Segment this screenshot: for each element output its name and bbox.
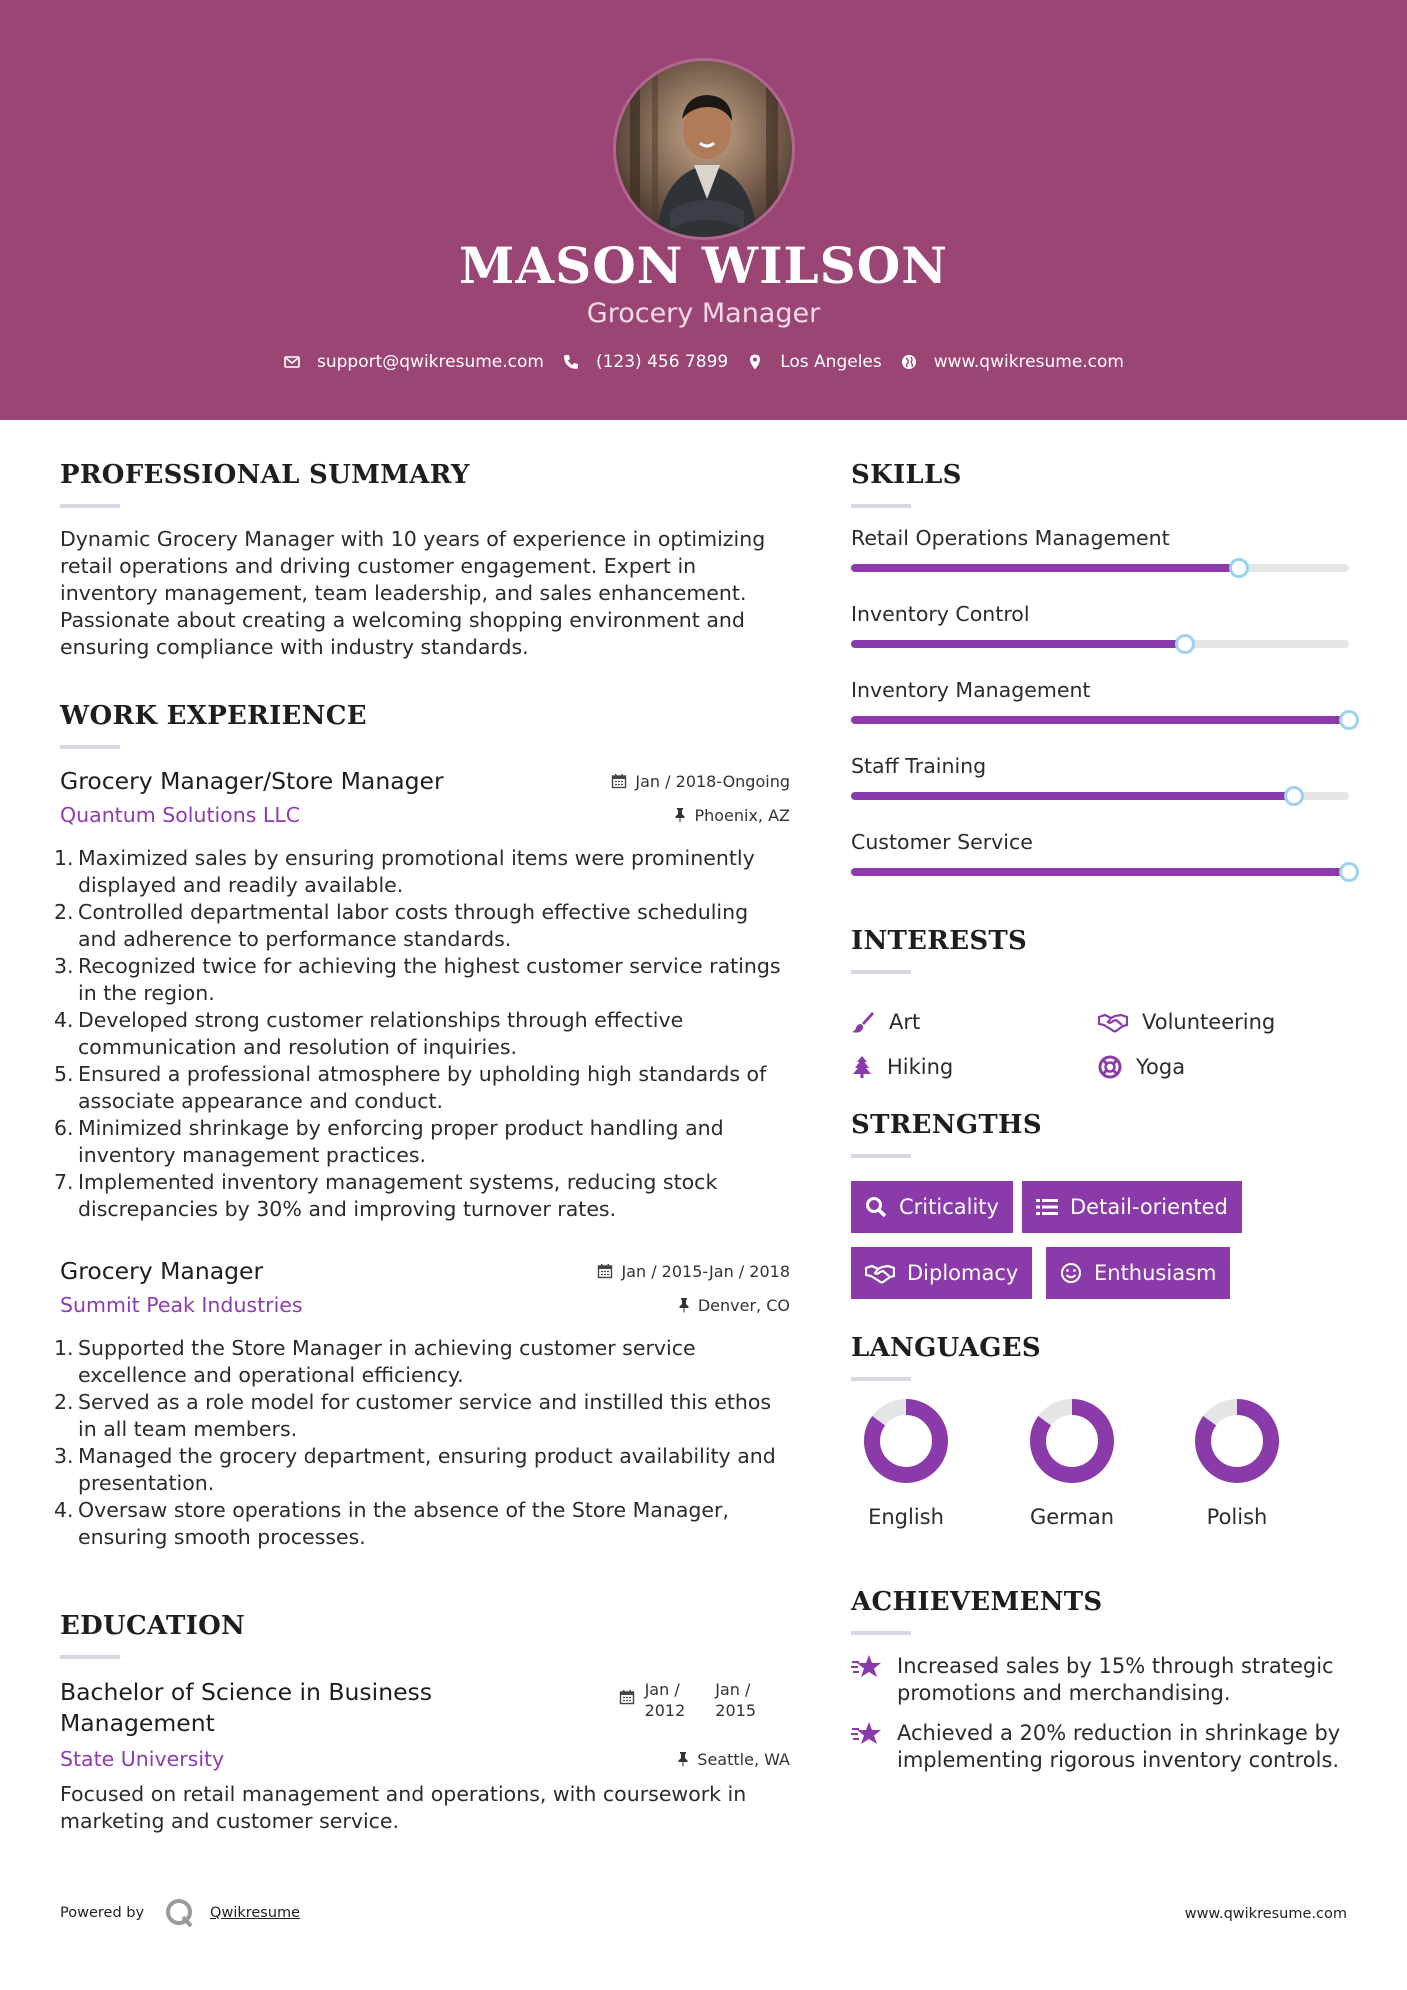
section-divider (60, 1655, 120, 1659)
section-divider (851, 1631, 911, 1635)
summary-section (60, 460, 790, 661)
interest-label: Hiking (887, 1055, 954, 1079)
contact-website[interactable] (900, 352, 1124, 372)
smile-icon (1060, 1262, 1082, 1284)
achievements-title: ACHIEVEMENTS (851, 1587, 1103, 1617)
skills-section (851, 460, 1351, 876)
duty-item: Controlled departmental labor costs through effective scheduling and adherence to performance standards. (78, 900, 749, 951)
pushpin-icon (677, 1751, 689, 1767)
email-text: support@qwikresume.com (317, 352, 544, 372)
language-donut (1030, 1399, 1114, 1483)
skill-item (851, 526, 1351, 572)
date-end-year: 2015 (715, 1701, 756, 1720)
star-award-icon (851, 1653, 883, 1681)
duties-list (60, 845, 790, 1223)
interest-label: Art (889, 1010, 921, 1034)
calendar-icon (597, 1263, 613, 1279)
website-text: www.qwikresume.com (933, 352, 1124, 372)
achievement-text: Achieved a 20% reduction in shrinkage by implementing rigorous inventory controls. (897, 1721, 1341, 1772)
skill-bar-fill (851, 716, 1349, 724)
job-entry (60, 767, 790, 1223)
pushpin-icon (678, 1297, 690, 1313)
duty-item: Managed the grocery department, ensuring product availability and presentation. (78, 1444, 776, 1495)
language-donut (864, 1399, 948, 1483)
footer-website[interactable]: www.qwikresume.com (1184, 1906, 1347, 1922)
duty-item: Recognized twice for achieving the highest customer service ratings in the region. (78, 954, 781, 1005)
section-divider (851, 504, 911, 508)
skill-label: Inventory Control (851, 602, 1030, 626)
right-column (851, 460, 1351, 1772)
handshake-icon (1098, 1011, 1128, 1033)
star-award-icon (851, 1720, 883, 1748)
pushpin-icon (674, 807, 686, 823)
avatar (613, 58, 795, 240)
language-donut (1195, 1399, 1279, 1483)
calendar-icon (611, 773, 627, 789)
skill-item (851, 678, 1351, 724)
skill-level-knob (1284, 786, 1304, 806)
section-divider (851, 970, 911, 974)
duty-item: Supported the Store Manager in achieving customer service excellence and operational efficiency. (78, 1336, 696, 1387)
contact-location (746, 352, 882, 372)
header-banner (0, 0, 1407, 420)
achievement-item (851, 1720, 1351, 1774)
globe-icon (900, 353, 918, 371)
degree-line: Management (60, 1709, 215, 1737)
strength-tag (1046, 1247, 1230, 1299)
skill-level-knob (1339, 862, 1359, 882)
school-location (677, 1750, 790, 1769)
map-pin-icon (746, 353, 764, 371)
interest-art (851, 1010, 920, 1034)
duty-item: Ensured a professional atmosphere by upholding high standards of associate appearance and conduct. (78, 1062, 767, 1113)
job-date (597, 1262, 790, 1281)
date-start: Jan / (644, 1680, 680, 1699)
strengths-title: STRENGTHS (851, 1110, 1042, 1140)
powered-by-text: Powered by (60, 1905, 145, 1921)
summary-text: Dynamic Grocery Manager with 10 years of experience in optimizing retail operations and driving customer engagement. Expert in inventory management, team leadership, and sales enhancement. Passionate about creating a welcoming shopping environment and ensuring compliance with industry standards. (60, 527, 766, 659)
qwikresume-logo-icon (164, 1898, 196, 1928)
strengths-section (851, 1110, 1351, 1330)
duty-item: Oversaw store operations in the absence of the Store Manager, ensuring smooth processes. (78, 1498, 729, 1549)
skill-bar (851, 868, 1349, 876)
duty-item: Implemented inventory management systems, reducing stock discrepancies by 30% and improving turnover rates. (78, 1170, 718, 1221)
school-location-text: Seattle, WA (697, 1749, 790, 1769)
languages-section (851, 1333, 1351, 1553)
interest-label: Yoga (1136, 1055, 1186, 1079)
achievements-section (851, 1587, 1351, 1787)
education-text: Focused on retail management and operations, with coursework in marketing and customer service. (60, 1782, 747, 1833)
skill-item (851, 830, 1351, 876)
achievement-text: Increased sales by 15% through strategic promotions and merchandising. (897, 1654, 1334, 1705)
search-icon (865, 1196, 887, 1218)
job-location (674, 806, 790, 825)
footer-powered-by (60, 1898, 300, 1928)
job-location-text: Denver, CO (697, 1295, 790, 1315)
lifering-icon (1098, 1055, 1122, 1079)
skills-title: SKILLS (851, 460, 962, 490)
interest-label: Volunteering (1142, 1010, 1276, 1034)
experience-section (60, 701, 790, 1551)
phone-icon (562, 353, 580, 371)
date-start-year: 2012 (644, 1701, 686, 1720)
duty-item: Developed strong customer relationships through effective communication and resolution of inquiries. (78, 1008, 684, 1059)
language-label: German (1029, 1505, 1115, 1529)
skill-bar (851, 564, 1349, 572)
duty-item: Maximized sales by ensuring promotional items were prominently displayed and readily available. (78, 846, 755, 897)
job-date (611, 772, 790, 791)
skill-label: Retail Operations Management (851, 526, 1170, 550)
contact-email[interactable] (283, 352, 544, 372)
skills-list (851, 526, 1351, 876)
job-location-text: Phoenix, AZ (694, 805, 790, 825)
language-item (1017, 1399, 1127, 1529)
candidate-role: Grocery Manager (586, 298, 821, 329)
education-title: EDUCATION (60, 1611, 246, 1641)
list-icon (1036, 1197, 1058, 1217)
duties-list (60, 1335, 790, 1551)
skill-bar-fill (851, 564, 1239, 572)
strength-tag (1022, 1181, 1242, 1233)
interest-volunteering (1098, 1010, 1275, 1034)
job-date-text: Jan / 2015-Jan / 2018 (621, 1261, 790, 1281)
language-label: English (868, 1505, 944, 1529)
strength-label: Criticality (899, 1195, 999, 1219)
strength-label: Detail-oriented (1070, 1195, 1228, 1219)
experience-title: WORK EXPERIENCE (60, 701, 367, 731)
contact-phone[interactable] (562, 352, 728, 372)
skill-bar-fill (851, 640, 1185, 648)
strength-tag (851, 1247, 1032, 1299)
degree-line: Bachelor of Science in Business (60, 1678, 433, 1706)
job-title: Grocery Manager/Store Manager (60, 767, 444, 795)
duty-item: Minimized shrinkage by enforcing proper product handling and inventory management practices. (78, 1116, 724, 1167)
school-name: State University (60, 1747, 225, 1771)
job-title: Grocery Manager (60, 1257, 264, 1285)
language-item (851, 1399, 961, 1529)
education-section (60, 1611, 790, 1835)
section-divider (60, 504, 120, 508)
job-entry (60, 1257, 790, 1551)
skill-label: Staff Training (851, 754, 987, 778)
skill-level-knob (1175, 634, 1195, 654)
skill-label: Inventory Management (851, 678, 1091, 702)
strength-tag (851, 1181, 1013, 1233)
skill-bar-fill (851, 792, 1294, 800)
summary-title: PROFESSIONAL SUMMARY (60, 460, 470, 490)
company-name: Summit Peak Industries (60, 1293, 303, 1317)
duty-item: Served as a role model for customer service and instilled this ethos in all team members. (78, 1390, 772, 1441)
left-column (60, 460, 790, 1835)
job-location (678, 1296, 790, 1315)
strength-label: Enthusiasm (1094, 1261, 1217, 1285)
candidate-name: MASON WILSON (459, 236, 948, 295)
contact-bar (0, 352, 1407, 372)
skill-label: Customer Service (851, 830, 1033, 854)
skill-bar (851, 792, 1349, 800)
education-date (619, 1679, 756, 1739)
date-end: Jan / (715, 1680, 751, 1699)
tree-icon (851, 1055, 873, 1079)
company-name: Quantum Solutions LLC (60, 803, 301, 827)
degree-title (60, 1677, 432, 1739)
location-text: Los Angeles (780, 352, 882, 372)
interests-section (851, 926, 1351, 1079)
interest-yoga (1098, 1055, 1185, 1079)
skill-item (851, 602, 1351, 648)
job-date-text: Jan / 2018-Ongoing (635, 771, 790, 791)
skill-bar-fill (851, 868, 1349, 876)
skill-bar (851, 716, 1349, 724)
interest-hiking (851, 1055, 953, 1079)
skill-item (851, 754, 1351, 800)
paintbrush-icon (851, 1010, 875, 1034)
languages-title: LANGUAGES (851, 1333, 1041, 1363)
achievement-item (851, 1653, 1351, 1707)
section-divider (851, 1377, 911, 1381)
handshake-icon (865, 1262, 895, 1284)
skill-level-knob (1339, 710, 1359, 730)
envelope-icon (283, 353, 301, 371)
interests-title: INTERESTS (851, 926, 1028, 956)
phone-text: (123) 456 7899 (595, 352, 729, 372)
section-divider (851, 1154, 911, 1158)
skill-level-knob (1229, 558, 1249, 578)
calendar-icon (619, 1689, 635, 1705)
skill-bar (851, 640, 1349, 648)
strength-label: Diplomacy (907, 1261, 1019, 1285)
language-item (1182, 1399, 1292, 1529)
brand-link[interactable]: Qwikresume (210, 1905, 301, 1921)
language-label: Polish (1206, 1505, 1268, 1529)
section-divider (60, 745, 120, 749)
